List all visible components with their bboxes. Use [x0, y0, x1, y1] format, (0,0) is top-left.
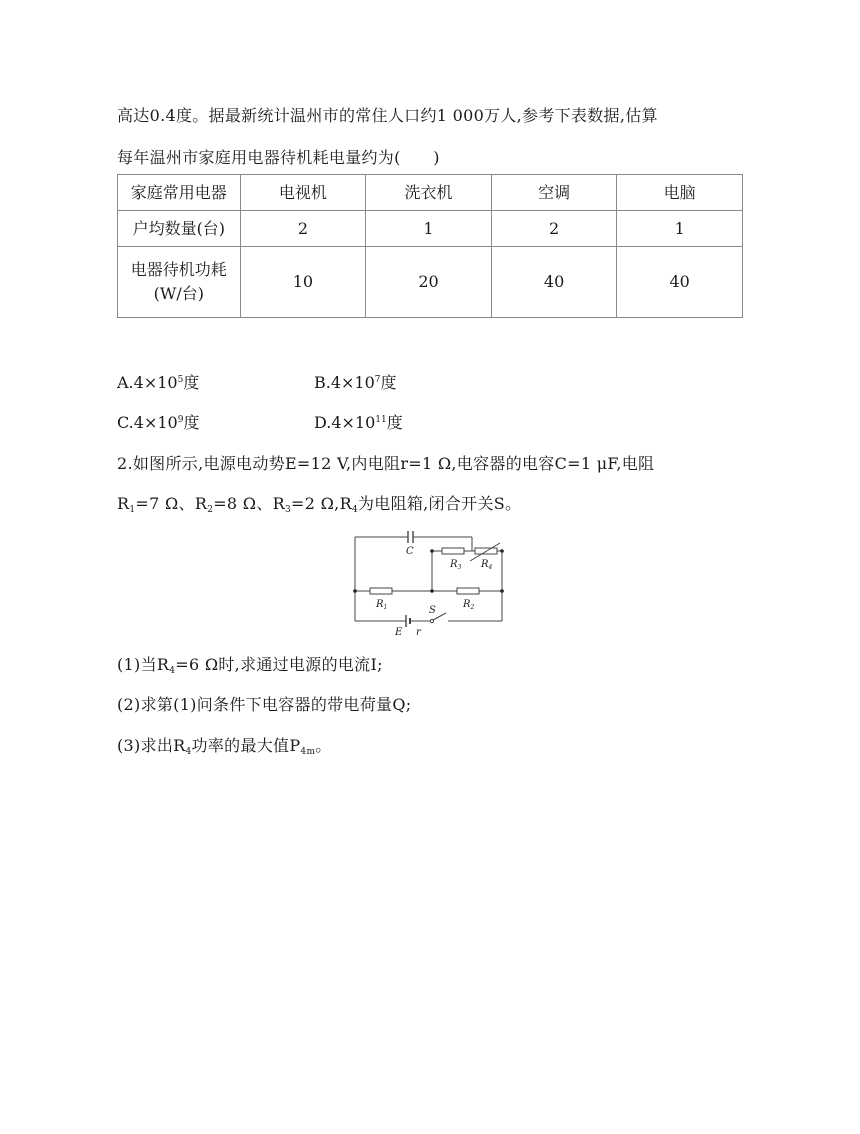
r3-subscript: 3 [285, 505, 292, 515]
sub-question-2: (2)求第(1)问条件下电容器的带电荷量Q; [117, 695, 412, 714]
header-cell: 电脑 [617, 175, 743, 211]
option-d-prefix: D.4×10 [314, 413, 376, 432]
table-cell: 40 [617, 247, 743, 318]
option-a-exp: 5 [177, 375, 184, 385]
label-r1: $R_1$ [376, 599, 388, 611]
sq1-sub: 4 [169, 666, 176, 676]
option-b-exp: 7 [374, 375, 381, 385]
option-c-prefix: C.4×10 [117, 413, 178, 432]
row-label [118, 247, 241, 318]
table-cell: 20 [366, 247, 492, 318]
r1-symbol: R [117, 494, 130, 513]
label-s: S [429, 605, 436, 616]
header-cell: 空调 [491, 175, 617, 211]
table-cell: 1 [366, 211, 492, 247]
option-b-suffix: 度 [380, 373, 397, 392]
option-d-suffix: 度 [386, 413, 403, 432]
table-row [118, 211, 743, 247]
option-b[interactable] [314, 370, 397, 393]
label-e: E [395, 627, 403, 638]
label-r-internal: r [416, 627, 421, 638]
option-a-prefix: A.4×10 [117, 373, 178, 392]
label-r3: $R_3$ [450, 559, 462, 571]
question-2-line-2 [117, 491, 521, 515]
table-cell: 40 [491, 247, 617, 318]
row-label: 户均数量(台) [118, 211, 241, 247]
r3-symbol: R [272, 494, 286, 513]
junction-dot [500, 549, 504, 553]
r1-subscript: 1 [129, 505, 136, 515]
intro-line-1: 高达0.4度。据最新统计温州市的常住人口约1 000万人,参考下表数据,估算 [117, 106, 658, 125]
label-c: C [406, 546, 414, 557]
label-r2: $R_2$ [463, 599, 475, 611]
question-2-line-1: 2.如图所示,电源电动势E=12 V,内电阻r=1 Ω,电容器的电容C=1 μF,电阻 [117, 454, 655, 473]
row-label-line-2: (W/台) [153, 284, 204, 303]
option-b-prefix: B.4×10 [314, 373, 375, 392]
sq1-pre: (1)当R [117, 655, 170, 674]
intro-line-2: 每年温州市家庭用电器待机耗电量约为( ) [117, 148, 440, 167]
table-cell: 2 [491, 211, 617, 247]
header-cell: 家庭常用电器 [118, 175, 241, 211]
option-d[interactable] [314, 410, 403, 433]
junction-dot [500, 589, 504, 593]
sq3-post: 功率的最大值P [191, 736, 301, 755]
junction-dot [430, 549, 434, 553]
r2-symbol: R [194, 494, 208, 513]
option-a[interactable] [117, 370, 199, 393]
appliance-table [117, 174, 743, 318]
label-r4: $R_4$ [481, 559, 493, 571]
sq3-pre: (3)求出R [117, 736, 186, 755]
table-cell: 10 [240, 247, 366, 318]
sq3-sub2: 4m [300, 747, 316, 757]
header-cell: 电视机 [240, 175, 366, 211]
option-a-suffix: 度 [183, 373, 200, 392]
sq1-post: =6 Ω时,求通过电源的电流I; [175, 655, 383, 674]
option-c-suffix: 度 [183, 413, 200, 432]
sq3-end: 。 [315, 736, 332, 755]
r4-text: 为电阻箱,闭合开关S。 [357, 494, 522, 513]
resistor-r2 [457, 588, 479, 594]
circuit-diagram [350, 527, 510, 639]
r4-subscript: 4 [351, 505, 358, 515]
junction-dot [430, 589, 434, 593]
sq3-sub: 4 [185, 747, 192, 757]
r2-value: =8 Ω、 [213, 494, 273, 513]
option-c-exp: 9 [177, 415, 184, 425]
sub-question-3 [117, 733, 332, 757]
resistor-r3 [442, 548, 464, 554]
resistor-r1 [370, 588, 392, 594]
junction-dot [353, 589, 357, 593]
r3-value: =2 Ω, [291, 494, 340, 513]
header-cell: 洗衣机 [366, 175, 492, 211]
table-cell: 1 [617, 211, 743, 247]
row-label-line-1: 电器待机功耗 [130, 260, 227, 279]
option-c[interactable] [117, 410, 199, 433]
table-cell: 2 [240, 211, 366, 247]
table-row [118, 247, 743, 318]
option-d-exp: 11 [375, 415, 387, 425]
r4-symbol: R [339, 494, 352, 513]
r2-subscript: 2 [207, 505, 214, 515]
r1-value: =7 Ω、 [135, 494, 195, 513]
table-header-row [118, 175, 743, 211]
sub-question-1 [117, 652, 383, 676]
